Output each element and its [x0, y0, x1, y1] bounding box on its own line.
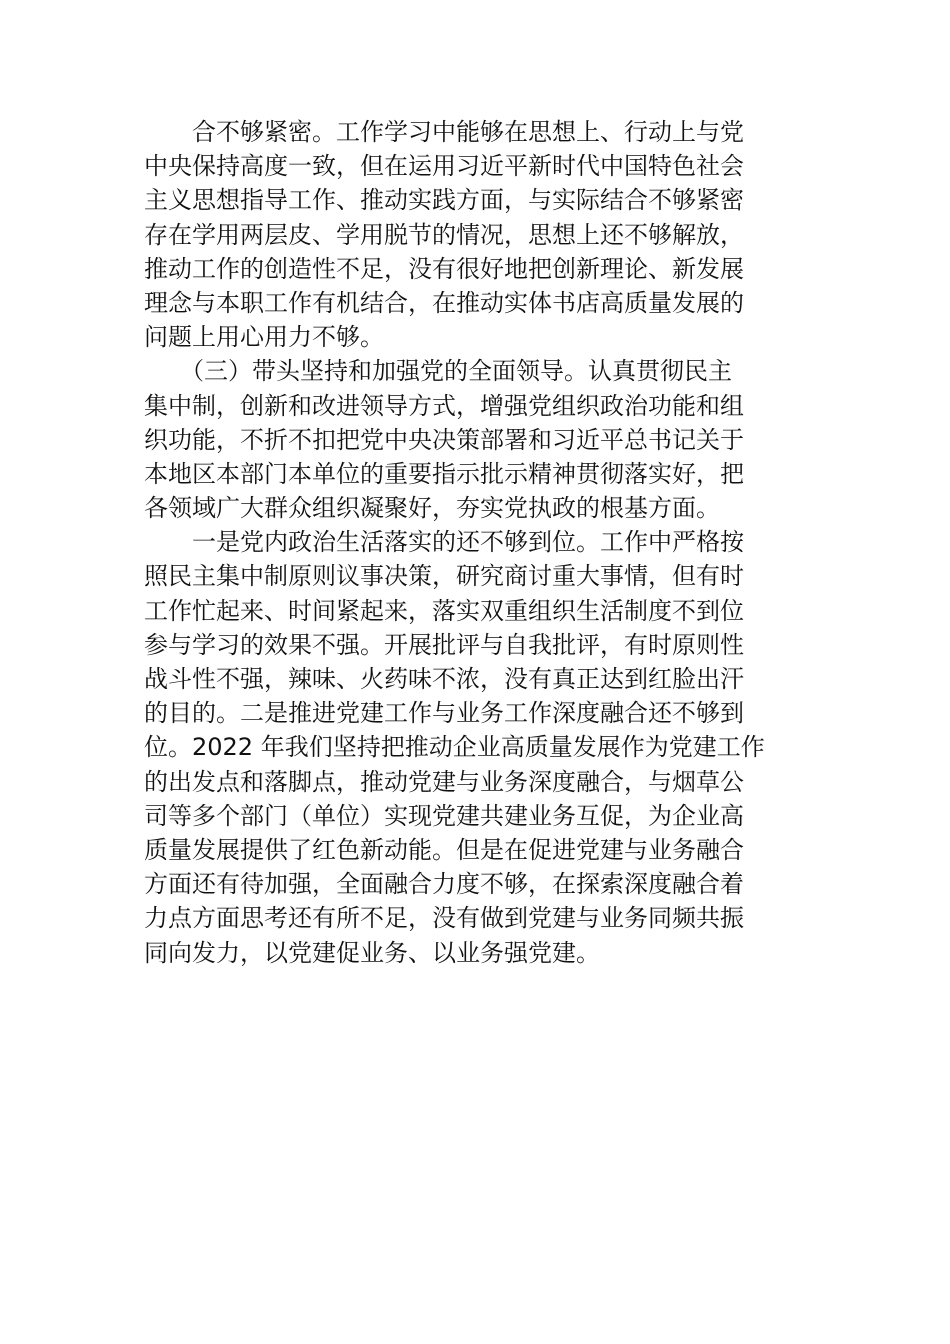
text-line: 照民主集中制原则议事决策，研究商讨重大事情，但有时 [144, 562, 744, 591]
text-line: 战斗性不强，辣味、火药味不浓，没有真正达到红脸出汗 [144, 665, 744, 693]
text-line: 推动工作的创造性不足，没有很好地把创新理论、新发展 [144, 254, 744, 283]
text-line: 存在学用两层皮、学用脱节的情况，思想上还不够解放， [144, 220, 744, 249]
text-line: 本地区本部门本单位的重要指示批示精神贯彻落实好，把 [144, 459, 744, 488]
text-line: 一是党内政治生活落实的还不够到位。工作中严格按 [144, 528, 744, 557]
text-line: 各领域广大群众组织凝聚好，夯实党执政的根基方面。 [144, 494, 720, 523]
text-line: （三）带头坚持和加强党的全面领导。认真贯彻民主 [144, 357, 732, 386]
text-line: 位。2022 年我们坚持把推动企业高质量发展作为党建工作 [144, 733, 765, 762]
text-line: 司等多个部门（单位）实现党建共建业务互促，为企业高 [144, 801, 744, 830]
text-line: 问题上用心用力不够。 [144, 323, 384, 352]
text-line: 主义思想指导工作、推动实践方面，与实际结合不够紧密 [144, 186, 744, 215]
text-line: 合不够紧密。工作学习中能够在思想上、行动上与党 [144, 118, 744, 146]
text-line: 方面还有待加强，全面融合力度不够，在探索深度融合着 [144, 870, 744, 899]
text-line: 的目的。二是推进党建工作与业务工作深度融合还不够到 [144, 699, 744, 728]
text-line: 力点方面思考还有所不足，没有做到党建与业务同频共振 [144, 904, 744, 933]
text-line: 的出发点和落脚点，推动党建与业务深度融合，与烟草公 [144, 767, 744, 796]
text-line: 理念与本职工作有机结合，在推动实体书店高质量发展的 [144, 288, 744, 317]
text-line: 质量发展提供了红色新动能。但是在促进党建与业务融合 [144, 835, 744, 864]
text-line: 中央保持高度一致，但在运用习近平新时代中国特色社会 [144, 152, 744, 181]
text-line: 工作忙起来、时间紧起来，落实双重组织生活制度不到位 [144, 596, 744, 625]
text-line: 集中制，创新和改进领导方式，增强党组织政治功能和组 [144, 391, 744, 420]
text-line: 同向发力，以党建促业务、以业务强党建。 [144, 938, 600, 967]
text-line: 参与学习的效果不强。开展批评与自我批评，有时原则性 [144, 630, 744, 659]
text-line: 织功能，不折不扣把党中央决策部署和习近平总书记关于 [144, 425, 744, 454]
body-text [144, 115, 808, 970]
